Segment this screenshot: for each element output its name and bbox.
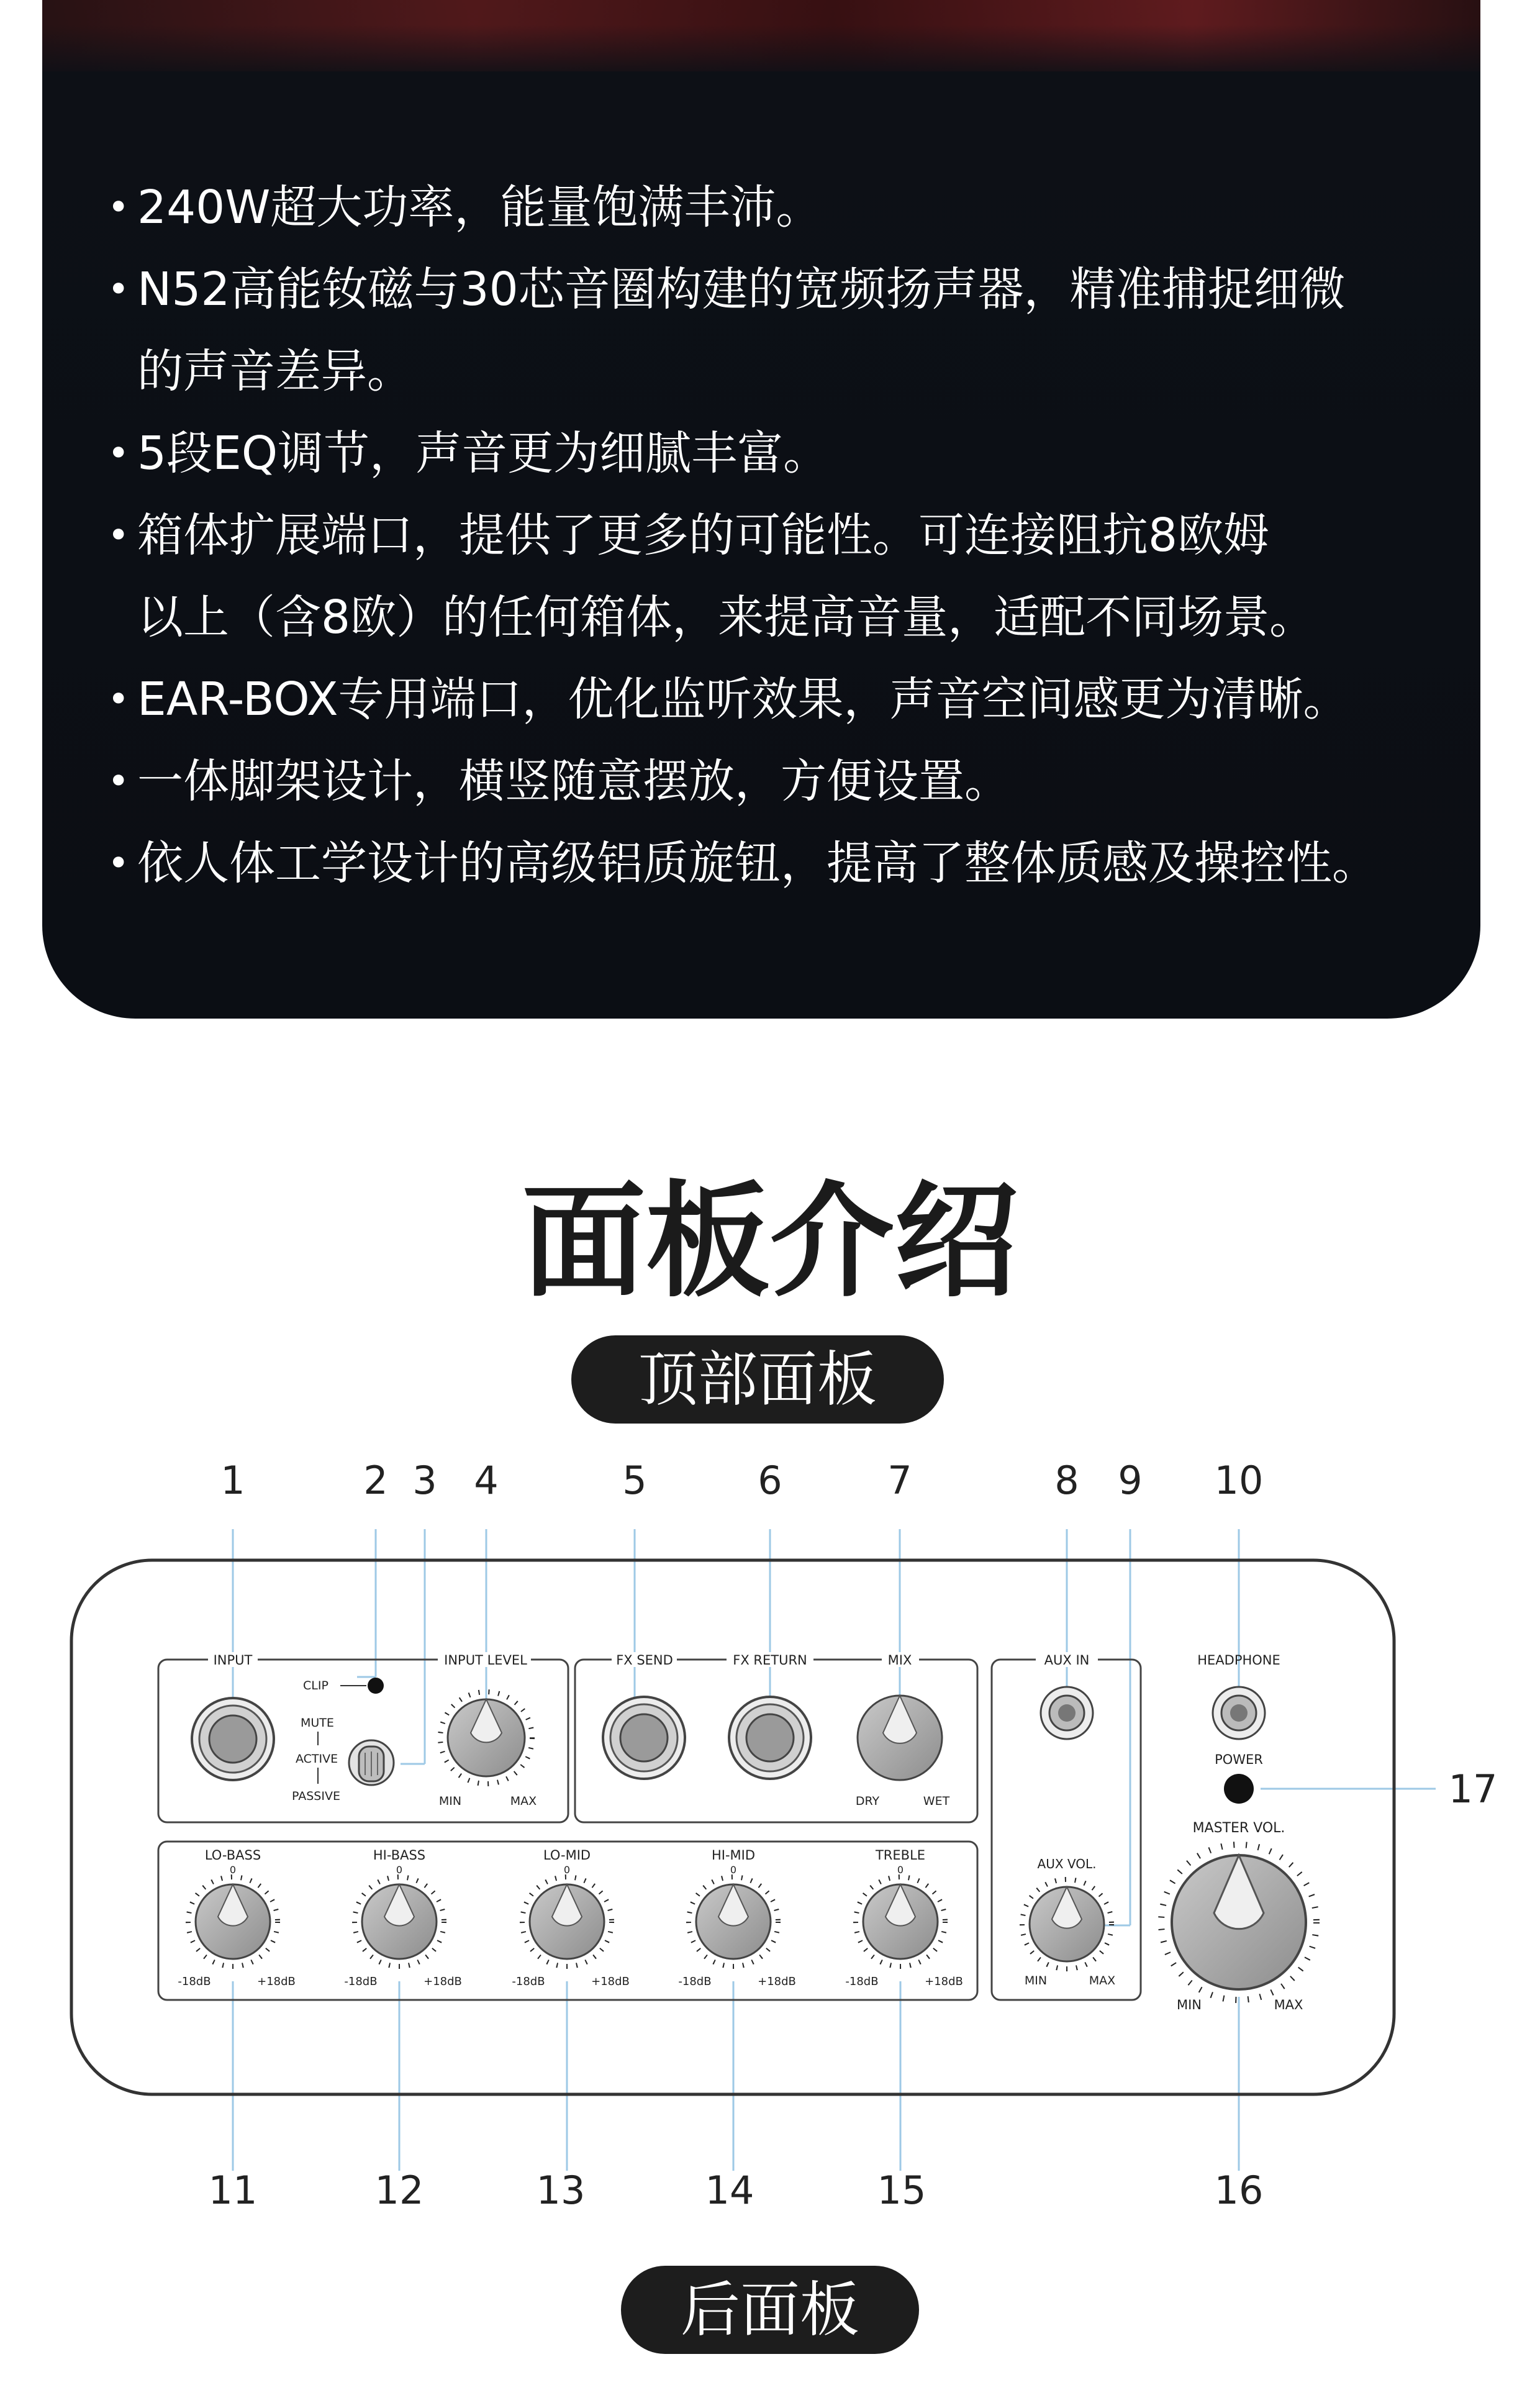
feature-text: EAR-BOX专用端口，优化监听效果，声音空间感更为清晰。 <box>137 673 1349 726</box>
eq-max-label: +18dB <box>925 1975 963 1988</box>
fx-send-label: FX SEND <box>616 1653 673 1668</box>
aux-vol-max: MAX <box>1089 1974 1116 1988</box>
aux-vol-knob <box>1022 1879 1112 1969</box>
feature-item <box>107 248 1378 412</box>
callout-6: 6 <box>758 1458 782 1503</box>
eq-treble-knob <box>856 1877 945 1966</box>
mix-knob <box>858 1696 942 1780</box>
section-title: 面板介绍 <box>521 1170 1018 1314</box>
mix-dry-label: DRY <box>855 1794 880 1808</box>
input-level-max: MAX <box>510 1794 537 1808</box>
feature-text: 依人体工学设计的高级铝质旋钮，提高了整体质感及操控性。 <box>137 837 1378 890</box>
eq-min-label: -18dB <box>845 1975 879 1988</box>
feature-item <box>107 658 1378 740</box>
eq-hi-mid-knob <box>689 1877 778 1966</box>
aux-vol-label: AUX VOL. <box>1037 1856 1097 1871</box>
eq-zero-label: 0 <box>730 1864 737 1876</box>
feature-list <box>107 166 1378 904</box>
callout-4: 4 <box>474 1458 499 1503</box>
master-vol-label: MASTER VOL. <box>1192 1820 1285 1836</box>
callout-2: 2 <box>363 1458 388 1503</box>
feature-item <box>107 412 1378 494</box>
mute-label: MUTE <box>301 1716 334 1730</box>
eq-min-label: -18dB <box>512 1975 545 1988</box>
callout-16: 16 <box>1214 2168 1264 2213</box>
feature-text: 一体脚架设计，横竖随意摆放，方便设置。 <box>137 755 1010 808</box>
feature-text: • N52高能钕磁与30芯音圈构建的宽频扬声器，精准捕捉细微 <box>137 263 1346 316</box>
callout-15: 15 <box>877 2168 926 2213</box>
features-card <box>42 0 1480 1019</box>
callout-5: 5 <box>622 1458 647 1503</box>
back-panel-pill: 后面板 <box>621 2266 919 2354</box>
aux-in-label: AUX IN <box>1044 1653 1090 1668</box>
fx-return-label: FX RETURN <box>733 1653 807 1668</box>
callout-7: 7 <box>887 1458 912 1503</box>
mix-label: MIX <box>887 1653 912 1668</box>
aux-vol-min: MIN <box>1024 1974 1048 1988</box>
mix-wet-label: WET <box>923 1794 950 1808</box>
eq-max-label: +18dB <box>758 1975 796 1988</box>
master-vol-knob <box>1161 1845 1316 2000</box>
callout-13: 13 <box>536 2168 586 2213</box>
active-label: ACTIVE <box>296 1752 338 1766</box>
headphone-label: HEADPHONE <box>1197 1653 1280 1668</box>
photo-fade <box>42 25 1480 81</box>
feature-text: 240W超大功率，能量饱满丰沛。 <box>137 181 822 234</box>
eq-lo-bass-knob <box>188 1877 278 1966</box>
feature-item <box>107 740 1378 822</box>
eq-lo-mid-knob <box>522 1877 612 1966</box>
feature-text: 以上（含8欧）的任何箱体，来提高音量，适配不同场景。 <box>137 591 1316 644</box>
feature-text: 的声音差异。 <box>137 345 413 398</box>
input-jack <box>192 1698 274 1780</box>
eq-zero-label: 0 <box>563 1864 571 1876</box>
feature-text: 5段EQ调节，声音更为细腻丰富。 <box>137 427 830 480</box>
input-level-knob <box>440 1692 532 1784</box>
eq-max-label: +18dB <box>257 1975 296 1988</box>
eq-zero-label: 0 <box>229 1864 237 1876</box>
eq-min-label: -18dB <box>678 1975 712 1988</box>
callout-11: 11 <box>208 2168 258 2213</box>
top-panel-diagram <box>0 1429 1540 2255</box>
master-vol-min: MIN <box>1176 1997 1202 2012</box>
headphone-jack <box>1213 1687 1265 1739</box>
eq-section <box>178 1848 962 1988</box>
aux-in-jack <box>1041 1687 1093 1739</box>
callout-17: 17 <box>1448 1766 1498 1812</box>
eq-max-label: +18dB <box>424 1975 462 1988</box>
eq-lo-mid-label: LO-MID <box>543 1848 591 1863</box>
passive-label: PASSIVE <box>292 1789 340 1803</box>
power-label: POWER <box>1215 1752 1263 1767</box>
top-panel-pill: 顶部面板 <box>571 1335 944 1424</box>
eq-min-label: -18dB <box>344 1975 378 1988</box>
callout-numbers <box>209 1458 1498 2213</box>
eq-hi-bass-label: HI-BASS <box>373 1848 426 1863</box>
input-level-min: MIN <box>438 1794 462 1808</box>
input-level-label: INPUT LEVEL <box>444 1653 527 1668</box>
callout-9: 9 <box>1118 1458 1143 1503</box>
fx-return-jack <box>729 1697 811 1779</box>
feature-item <box>107 494 1378 658</box>
callout-14: 14 <box>705 2168 754 2213</box>
callout-8: 8 <box>1054 1458 1079 1503</box>
input-label: INPUT <box>213 1653 253 1668</box>
eq-lo-bass-label: LO-BASS <box>204 1848 261 1863</box>
eq-hi-bass-knob <box>355 1877 444 1966</box>
clip-led <box>368 1678 384 1694</box>
feature-item <box>107 822 1378 904</box>
feature-text: • 箱体扩展端口，提供了更多的可能性。可连接阻抗8欧姆 <box>137 509 1270 562</box>
feature-item <box>107 166 1378 248</box>
mode-toggle-switch <box>349 1740 394 1785</box>
power-led <box>1224 1774 1254 1804</box>
callout-3: 3 <box>412 1458 437 1503</box>
eq-zero-label: 0 <box>897 1864 904 1876</box>
callout-12: 12 <box>374 2168 424 2213</box>
eq-max-label: +18dB <box>591 1975 630 1988</box>
callout-10: 10 <box>1214 1458 1264 1503</box>
eq-min-label: -18dB <box>178 1975 211 1988</box>
eq-treble-label: TREBLE <box>875 1848 926 1863</box>
master-vol-max: MAX <box>1274 1997 1303 2012</box>
eq-hi-mid-label: HI-MID <box>711 1848 756 1863</box>
clip-label: CLIP <box>303 1679 328 1692</box>
fx-send-jack <box>603 1697 685 1779</box>
eq-zero-label: 0 <box>396 1864 403 1876</box>
callout-1: 1 <box>220 1458 245 1503</box>
